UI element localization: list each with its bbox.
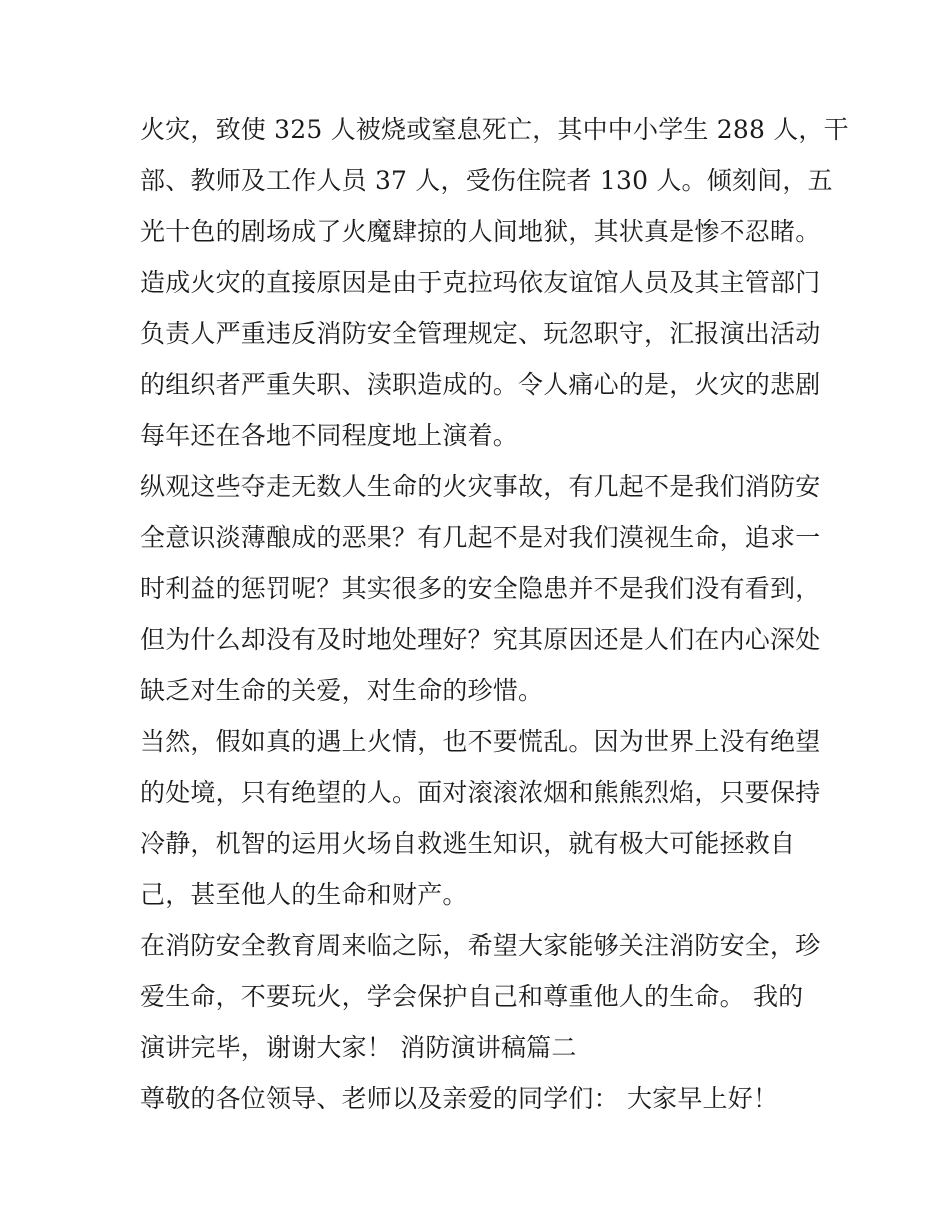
text-line: 纵观这些夺走无数人生命的火灾事故，有几起不是我们消防安 [140,472,821,501]
text-line: 己，甚至他人的生命和财产。 [140,880,468,909]
text-line: 的处境，只有绝望的人。面对滚滚浓烟和熊熊烈焰，只要保持 [140,778,821,807]
text-line: 在消防安全教育周来临之际，希望大家能够关注消防安全，珍 [140,931,821,960]
text-line: 造成火灾的直接原因是由于克拉玛依友谊馆人员及其主管部门 [140,268,821,297]
text-line: 但为什么却没有及时地处理好？究其原因还是人们在内心深处 [140,625,821,654]
text-line: 负责人严重违反消防安全管理规定、玩忽职守，汇报演出活动 [140,319,821,348]
text-line: 缺乏对生命的关爱，对生命的珍惜。 [140,676,544,705]
text-line: 全意识淡薄酿成的恶果？有几起不是对我们漠视生命，追求一 [140,523,821,552]
text-line: 每年还在各地不同程度地上演着。 [140,421,519,450]
text-line: 爱生命，不要玩火，学会保护自己和尊重他人的生命。 我的 [140,982,804,1011]
text-line: 冷静，机智的运用火场自救逃生知识，就有极大可能拯救自 [140,829,796,858]
text-line: 时利益的惩罚呢？其实很多的安全隐患并不是我们没有看到， [140,574,821,603]
text-line: 当然，假如真的遇上火情，也不要慌乱。因为世界上没有绝望 [140,727,821,756]
text-line: 部、教师及工作人员 37 人，受伤住院者 130 人。倾刻间，五 [140,166,833,195]
text-line: 火灾，致使 325 人被烧或窒息死亡，其中中小学生 288 人，干 [140,115,849,144]
text-line: 的组织者严重失职、渎职造成的。令人痛心的是，火灾的悲剧 [140,370,821,399]
text-line: 演讲完毕，谢谢大家！ 消防演讲稿篇二 [140,1033,577,1062]
text-line: 光十色的剧场成了火魔肆掠的人间地狱，其状真是惨不忍睹。 [140,217,821,246]
text-line: 尊敬的各位领导、老师以及亲爱的同学们： 大家早上好！ [140,1084,779,1113]
